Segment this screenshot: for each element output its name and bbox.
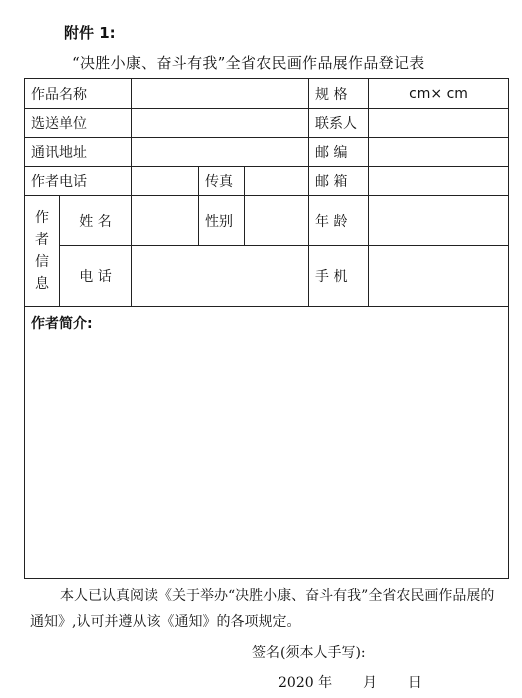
date-year: 2020 年 — [278, 675, 333, 691]
name-field[interactable] — [132, 196, 199, 246]
side-char: 者 — [35, 232, 49, 248]
gender-field[interactable] — [245, 196, 309, 246]
side-char: 信 — [35, 254, 49, 270]
tel-field[interactable] — [132, 246, 309, 307]
side-char: 息 — [35, 276, 49, 292]
fax-label: 传真 — [199, 167, 245, 196]
postcode-field[interactable] — [369, 138, 509, 167]
author-bio-area[interactable] — [25, 307, 509, 579]
signature-line[interactable]: 签名(须本人手写): — [252, 645, 366, 661]
postcode-label: 邮 编 — [309, 138, 369, 167]
fax-field[interactable] — [245, 167, 309, 196]
spec-field[interactable]: cm× cm — [369, 79, 509, 109]
age-field[interactable] — [369, 196, 509, 246]
tel-label: 电 话 — [60, 246, 132, 307]
age-label: 年 龄 — [309, 196, 369, 246]
mobile-label: 手 机 — [309, 246, 369, 307]
address-label: 通讯地址 — [25, 138, 132, 167]
spec-label: 规 格 — [309, 79, 369, 109]
email-field[interactable] — [369, 167, 509, 196]
contact-person-field[interactable] — [369, 109, 509, 138]
contact-person-label: 联系人 — [309, 109, 369, 138]
attachment-label: 附件 1: — [64, 24, 116, 42]
form-title: “决胜小康、奋斗有我”全省农民画作品展作品登记表 — [72, 54, 425, 72]
date-line — [278, 672, 422, 692]
author-phone-field[interactable] — [132, 167, 199, 196]
artwork-name-label: 作品名称 — [25, 79, 132, 109]
address-field[interactable] — [132, 138, 309, 167]
name-label: 姓 名 — [60, 196, 132, 246]
declaration-text: 本人已认真阅读《关于举办“决胜小康、奋斗有我”全省农民画作品展的通知》,认可并遵从该《通知》的各项规定。 — [30, 588, 495, 630]
gender-label: 性别 — [199, 196, 245, 246]
registration-table — [24, 78, 509, 579]
date-day: 日 — [407, 675, 422, 691]
date-month: 月 — [363, 675, 377, 691]
author-info-side-label — [25, 196, 60, 307]
author-phone-label: 作者电话 — [25, 167, 132, 196]
side-char: 作 — [35, 210, 49, 226]
submitting-unit-label: 选送单位 — [25, 109, 132, 138]
email-label: 邮 箱 — [309, 167, 369, 196]
artwork-name-field[interactable] — [132, 79, 309, 109]
submitting-unit-field[interactable] — [132, 109, 309, 138]
author-bio-label: 作者简介: — [31, 316, 93, 332]
mobile-field[interactable] — [369, 246, 509, 307]
